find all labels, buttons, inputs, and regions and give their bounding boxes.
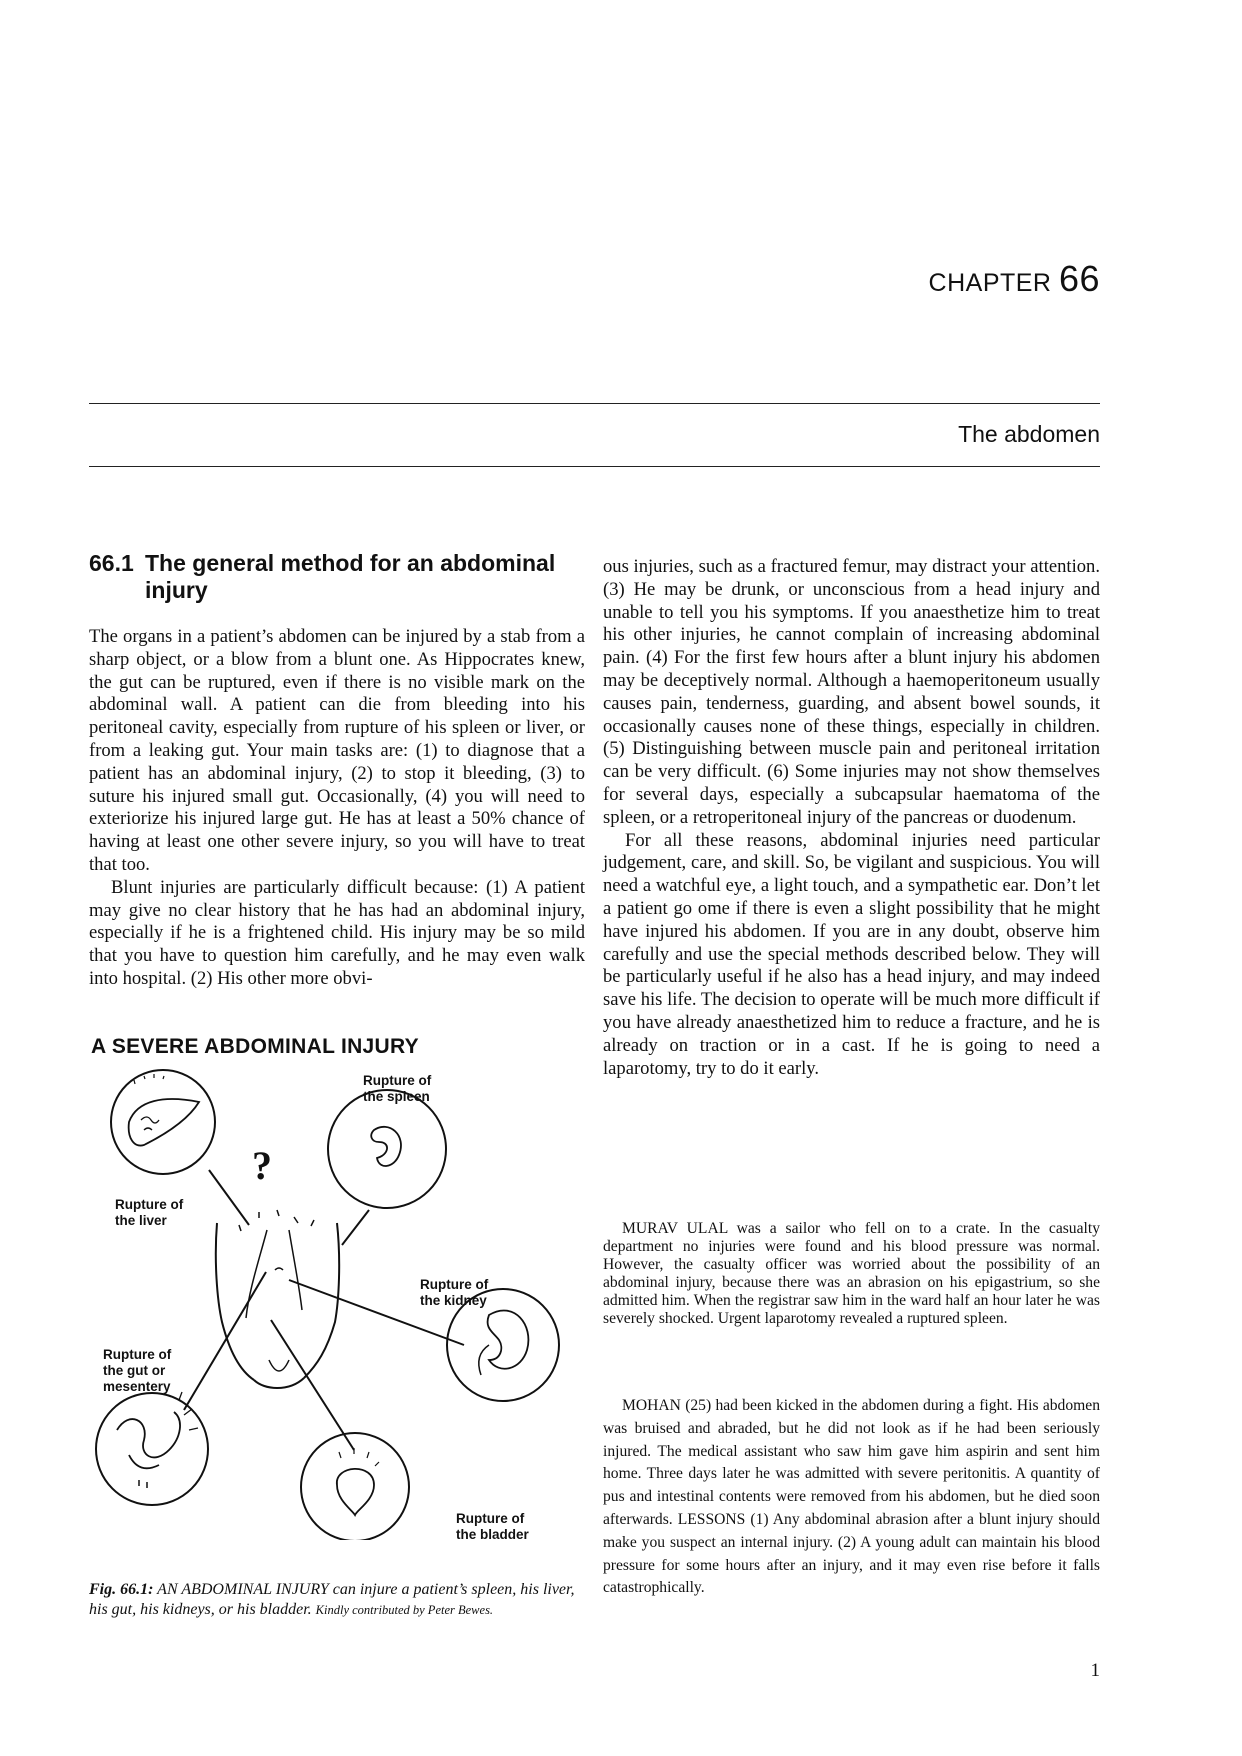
groin-outline [254, 1378, 304, 1388]
bruise-marks [239, 1210, 314, 1231]
gut-icon [117, 1412, 180, 1468]
kidney-icon [488, 1310, 529, 1368]
gut-impact-marks [179, 1392, 198, 1430]
abdominal-injury-drawing [89, 1060, 589, 1540]
figure-title: A SEVERE ABDOMINAL INJURY [91, 1035, 419, 1058]
figure-illustration [89, 1060, 589, 1540]
caption-credit: Kindly contributed by Peter Bewes. [315, 1603, 494, 1617]
liver-icon [129, 1099, 199, 1145]
liver-tear [141, 1117, 159, 1130]
chapter-number: 66 [1058, 258, 1100, 299]
label-bladder: Rupture of the bladder [456, 1511, 529, 1542]
case-text: MURAV ULAL was a sailor who fell on to a crate. In the casualty department no injuries were found and his blood pressure was normal. However, the casualty officer was worried about the possibility of an abdominal injury, because there was an abrasion on his epigastrium, so she admitted him. When the registrar saw him in the ward half an hour later he was severely shocked. Urgent laparotomy revealed a ruptured spleen. [603, 1220, 1100, 1327]
top-rule [89, 403, 1100, 404]
section-title-line2: injury [145, 577, 208, 603]
question-mark: ? [252, 1143, 272, 1188]
bladder-icon [337, 1469, 374, 1515]
gut-pointer [184, 1272, 266, 1410]
bladder-detail-circle [301, 1433, 409, 1540]
label-kidney: Rupture of the kidney [420, 1277, 489, 1308]
section-number: 66.1 [89, 550, 134, 576]
case-study-1 [603, 1220, 1100, 1328]
label-liver: Rupture of the liver [115, 1197, 184, 1228]
left-column [89, 626, 585, 991]
caption-label: Fig. 66.1: [89, 1581, 154, 1598]
umbilicus [275, 1268, 283, 1270]
gut-drips [139, 1480, 147, 1488]
right-column [603, 556, 1100, 1080]
liver-detail-circle [111, 1070, 215, 1174]
spleen-icon [371, 1127, 401, 1166]
chapter-title: The abdomen [958, 421, 1100, 447]
section-heading [89, 550, 579, 604]
ureter [479, 1345, 489, 1375]
case-text: MOHAN (25) had been kicked in the abdomen during a fight. His abdomen was bruised and abraded, but he did not look as if he had been seriously injured. The medical assistant who saw him gave him aspirin and sent him home. Three days later he was admitted with severe peritonitis. A quantity of pus and intestinal contents were removed from his abdomen, but he died soon afterwards. LESSONS (1) Any abdominal abrasion after a blunt injury should make you suspect an internal injury. (2) A young adult can maintain his blood pressure for some hours after an injury, and it may even rise before it falls catastrophically. [603, 1397, 1100, 1597]
label-spleen: Rupture of the spleen [363, 1073, 432, 1104]
case-study-2 [603, 1395, 1100, 1600]
caption-text: AN ABDOMINAL INJURY can injure a patient’s spleen, his liver, his gut, his kidneys, or his bladder. [89, 1581, 575, 1618]
paragraph: Blunt injuries are particularly difficult because: (1) A patient may give no clear history that he has had an abdominal injury, especially if he is a frightened child. His injury may be so mild that you have to question him carefully, and he may even walk into hospital. (2) His other more obvi- [89, 876, 585, 989]
chapter-label: CHAPTER [928, 269, 1052, 297]
paragraph: The organs in a patient’s abdomen can be injured by a stab from a sharp object, or a blow from a blunt one. As Hippocrates knew, the gut can be ruptured, even if there is no visible mark on the abdominal wall. A patient can die from bleeding into his peritoneal cavity, especially from rupture of his spleen or liver, or from a leaking gut. Your main tasks are: (1) to diagnose that a patient has an abdominal injury, (2) to stop it bleeding, (3) to suture his injured small gut. Occasionally, (4) you will need to exteriorize his injured large gut. He has at least a 50% chance of having at least one other severe injury, so you will have to treat that too. [89, 626, 585, 875]
paragraph: ous injuries, such as a fractured femur, may distract your attention. (3) He may be drunk, or unconscious from a head injury and unable to tell you his symptoms. If you anaesthetize him to treat his other injuries, he cannot complain of increasing abdominal pain. (4) For the first few hours after a blunt injury his abdomen may be deceptively normal. Although a haemoperitoneum usually causes pain, tenderness, guarding, and absent bowel sounds, it occasionally causes none of these things, especially in children. (5) Distinguishing between muscle pain and peritoneal irritation can be very difficult. (6) Some injuries may not show themselves for several days, especially a subcapsular haematoma of the spleen, or a retroperitoneal injury of the pancreas or duodenum. [603, 556, 1100, 828]
rib-right [289, 1230, 302, 1310]
section-title-line1: The general method for an abdominal [145, 550, 556, 576]
bottom-rule [89, 466, 1100, 467]
liver-pointer [209, 1170, 249, 1225]
figure-caption [89, 1580, 589, 1620]
genitals [269, 1360, 289, 1371]
bladder-impact-marks [339, 1448, 379, 1466]
torso-right-outline [304, 1223, 339, 1378]
label-gut: Rupture of the gut or mesentery [103, 1347, 172, 1394]
bladder-pointer [271, 1320, 354, 1450]
chapter-heading [929, 258, 1100, 300]
page-number: 1 [1090, 1660, 1100, 1681]
paragraph: For all these reasons, abdominal injuries need particular judgement, care, and skill. So, be vigilant and suspicious. You will need a watchful eye, a light touch, and a sympathetic ear. Don’t let a patient go ome if there is even a slight possibility that he might have injured his abdomen. If you are in any doubt, observe him carefully and use the special methods described below. They will be particularly useful if he also has a head injury, and may indeed save his life. The decision to operate will be much more difficult if you have already anaesthetized him to reduce a fracture, and he is already on traction or in a cast. If he is going to need a laparotomy, try to do it early. [603, 829, 1100, 1079]
spleen-pointer [342, 1210, 369, 1245]
